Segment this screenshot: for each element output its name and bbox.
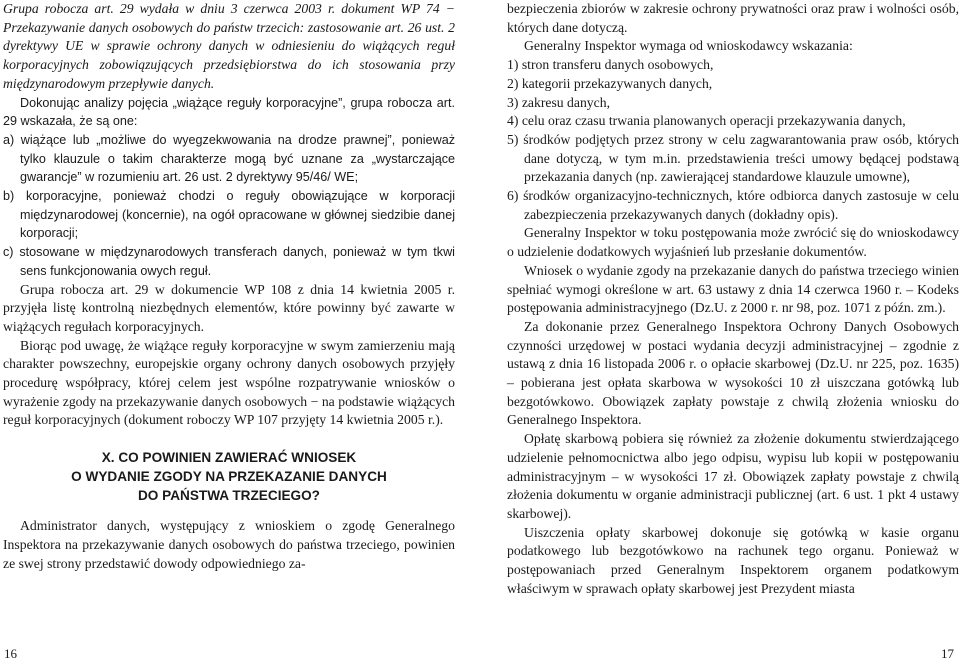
paragraph: Grupa robocza art. 29 wydała w dniu 3 czerwca 2003 r. dokument WP 74 − Przekazywanie danych osobowych do państw trzecich: zastosowanie art. 26 ust. 2 dyrektywy UE w sprawie ochrony danych w odniesieniu do wiążących reguł korporacyjnych zobowiązujących przedsiębiorstwa do ich stosowania przy międzynarodowym przepływie danych. xyxy=(3,1,455,91)
paragraph: Biorąc pod uwagę, że wiążące reguły korporacyjne w swym zamierzeniu mają charakter powszechny, europejskie organy ochrony danych osobowych przyjęły procedurę współpracy, której celem jest wspólne rozpatrywanie wniosków o wyrażenie zgody na przekazywanie danych osobowych − na podstawie wiążących reguł korporacyjnych (dokument roboczy WP 107 przyjęty 14 kwietnia 2005 r.). xyxy=(3,337,455,428)
left-column xyxy=(3,0,455,573)
paragraph: Generalny Inspektor wymaga od wnioskodawcy wskazania: xyxy=(524,38,853,54)
list-item: c) stosowane w międzynarodowych transferach danych, ponieważ w tym tkwi sens funkcjonowania owych reguł. xyxy=(3,245,455,278)
paragraph: Uiszczenia opłaty skarbowej dokonuje się gotówką w kasie organu podatkowego lub bezgotówkowo na rachunek tego organu. Ponieważ w postępowaniach przed Generalnym Inspektorem organem podatkowym właściwym w sprawach opłaty skarbowej jest Prezydent miasta xyxy=(507,524,959,596)
paragraph: bezpieczenia zbiorów w zakresie ochrony prywatności oraz praw i wolności osób, których dane dotyczą. xyxy=(507,1,959,35)
paragraph: Generalny Inspektor w toku postępowania może zwrócić się do wnioskodawcy o udzielenie dodatkowych wyjaśnień lub przesłanie dokumentów. xyxy=(507,225,959,260)
list-item: 6) środków organizacyjno-technicznych, które odbiorca danych zastosuje w celu zabezpieczenia przekazywanych danych (dokładny opis). xyxy=(507,188,959,222)
paragraph: Za dokonanie przez Generalnego Inspektora Ochrony Danych Osobowych czynności urzędowej w postaci wydania decyzji administracyjnej – zgodnie z ustawą z dnia 16 listopada 2006 r. o opłacie skarbowej (Dz.U. nr 225, poz. 1635) – pobierana jest opłata skarbowa w wysokości 10 zł uiszczana gotówką lub bezgotówkowo. Obowiązek zapłaty powstaje z chwilą złożenia wniosku do Generalnego Inspektora. xyxy=(507,318,959,428)
list-item: a) wiążące lub „możliwe do wyegzekwowania na drodze prawnej”, ponieważ tylko klauzule o takim charakterze mogą być uznane za „wystarczające gwarancje” w rozumieniu art. 26 ust. 2 dyrektywy 95/46/ WE; xyxy=(3,132,455,185)
heading-line: O WYDANIE ZGODY NA PRZEKAZANIE DANYCH xyxy=(71,469,387,485)
heading-line: DO PAŃSTWA TRZECIEGO? xyxy=(137,488,320,504)
page-number-right: 17 xyxy=(941,646,954,661)
list-item: b) korporacyjne, ponieważ chodzi o reguły obowiązujące w korporacji międzynarodowej (koncernie), na ogół opracowane w głównej siedzibie danej korporacji; xyxy=(3,189,455,241)
paragraph: Dokonując analizy pojęcia „wiążące reguły korporacyjne”, grupa robocza art. 29 wskazała, że są one: xyxy=(3,95,455,129)
list-item: 3) zakresu danych, xyxy=(507,94,610,110)
paragraph: Administrator danych, występujący z wnioskiem o zgodę Generalnego Inspektora na przekazywanie danych osobowych do państwa trzeciego, powinien ze swej strony przedstawić dowody odpowiedniego za- xyxy=(3,518,455,571)
paragraph: Wniosek o wydanie zgody na przekazanie danych do państwa trzeciego winien spełniać wymogi określone w art. 63 ustawy z dnia 14 czerwca 1960 r. – Kodeks postępowania administracyjnego (Dz.U. z 2000 r. nr 98, poz. 1071 z późn. zm.). xyxy=(507,262,959,316)
heading-line: X. CO POWINIEN ZAWIERAĆ WNIOSEK xyxy=(101,450,357,466)
list-item: 2) kategorii przekazywanych danych, xyxy=(507,75,713,91)
list-item: 5) środków podjętych przez strony w celu zagwarantowania praw osób, których dane dotyczą, w tym m.in. przedstawienia treści umowy będącej podstawą przekazania danych (np. zawierającej standardowe klauzule umowne), xyxy=(507,131,959,185)
page-number-left: 16 xyxy=(4,646,17,661)
paragraph: Opłatę skarbową pobiera się również za złożenie dokumentu stwierdzającego udzielenie pełnomocnictwa albo jego odpisu, wypisu lub kopii w postępowaniu administracyjnym – w wysokości 17 zł. Obowiązek zapłaty powstaje z chwilą złożenia dokumentu w organie administracji publicznej (art. 6 ust. 1 pkt 4 ustawy skarbowej). xyxy=(507,431,959,521)
list-item: 4) celu oraz czasu trwania planowanych operacji przekazywania danych, xyxy=(507,113,906,129)
section-heading xyxy=(3,448,455,505)
paragraph: Grupa robocza art. 29 w dokumencie WP 108 z dnia 14 kwietnia 2005 r. przyjęła listę kontrolną niezbędnych elementów, które powinny być zawarte w wiążących regułach korporacyjnych. xyxy=(3,281,455,334)
right-column xyxy=(507,0,959,599)
list-item: 1) stron transferu danych osobowych, xyxy=(507,57,714,73)
